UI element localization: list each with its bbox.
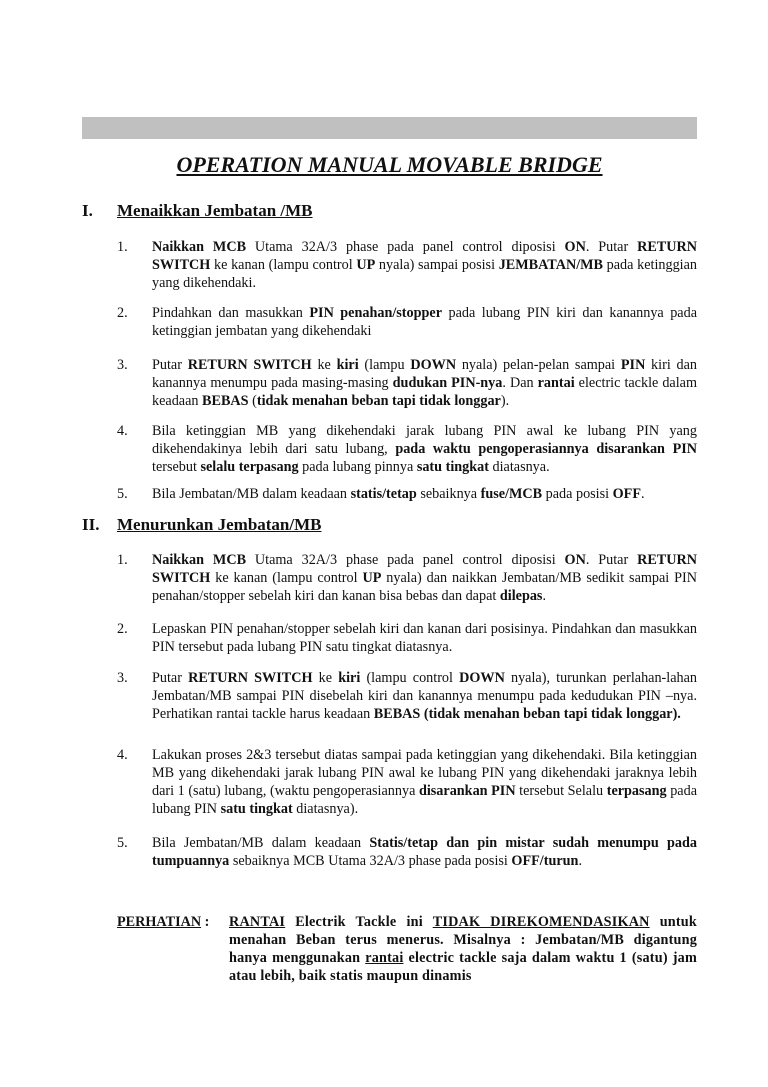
item-text: [152, 834, 697, 870]
bold-text: fuse/MCB: [480, 486, 543, 502]
item-text: [152, 620, 697, 656]
text-run: ke: [312, 670, 339, 686]
section-title: Menaikkan Jembatan /MB: [117, 201, 313, 220]
text-run: Putar: [152, 670, 189, 686]
text-run: .: [641, 486, 645, 502]
text-run: ).: [500, 393, 510, 409]
text-run: untuk menahan Beban terus menerus. Misalnya : Jembatan/MB digantung hanya menggunakan: [229, 914, 697, 966]
text-run: pada lubang PIN: [152, 783, 697, 817]
list-item: [117, 356, 697, 410]
text-run: nyala), turunkan perlahan-lahan Jembatan/MB sampai PIN disebelah kiri dan kanannya menumpu pada kedudukan PIN –nya. Perhatikan rantai tackle harus keadaan: [152, 670, 698, 722]
attention-body: [229, 913, 697, 985]
section-title: Menurunkan Jembatan/MB: [117, 515, 322, 534]
text-run: (lampu: [358, 357, 411, 373]
list-item: [117, 551, 697, 605]
text-run: Lakukan proses 2&3 tersebut diatas sampai pada ketinggian yang dikehendaki. Bila ketinggian MB yang dikehendaki jarak lubang PIN awal ke lubang PIN yang dikehendaki jaraknya lebih dari 1 (satu) lubang, (waktu pengoperasiannya: [152, 747, 697, 799]
page-title: [82, 152, 697, 178]
text-run: ke kanan (lampu control: [210, 257, 357, 273]
list-item: [117, 746, 697, 818]
text-run: Utama 32A/3 phase pada panel control diposisi: [246, 239, 565, 255]
bold-text: tidak menahan beban tapi tidak longgar: [256, 393, 501, 409]
list-item: [117, 422, 697, 476]
item-text: [152, 356, 697, 410]
list-item: [117, 620, 697, 656]
text-run: sebaiknya: [416, 486, 481, 502]
text-run: diatasnya.: [488, 459, 550, 475]
text-run: pada ketinggian yang dikehendaki.: [152, 257, 698, 291]
bold-text: OFF: [612, 486, 642, 502]
text-run: ke kanan (lampu control: [210, 570, 363, 586]
text-run: tersebut Selalu: [515, 783, 607, 799]
bold-text: UP: [362, 570, 382, 586]
bold-text: DOWN: [410, 357, 457, 373]
text-run: nyala) pelan-pelan sampai: [456, 357, 621, 373]
text-run: (: [248, 393, 257, 409]
text-run: electric tackle dalam keadaan: [152, 375, 697, 409]
item-text: [152, 746, 697, 818]
bold-text: RETURN SWITCH: [152, 552, 697, 586]
item-number: 4.: [117, 423, 128, 439]
text-run: Bila Jembatan/MB dalam keadaan: [152, 486, 351, 502]
list-item: [117, 485, 697, 503]
bold-text: JEMBATAN/MB: [498, 257, 603, 273]
text-run: kiri dan kanannya menumpu pada masing-masing: [152, 357, 697, 391]
text-run: pada lubang pinnya: [298, 459, 417, 475]
text-run: (lampu control: [360, 670, 460, 686]
bold-text: ON: [564, 552, 586, 568]
underlined-text: rantai: [365, 950, 404, 966]
bold-text: terpasang: [606, 783, 667, 799]
item-text: [152, 485, 697, 503]
item-text: [152, 551, 697, 605]
list-item: [117, 834, 697, 870]
item-number: 3.: [117, 670, 128, 686]
bold-text: rantai: [537, 375, 575, 391]
bold-text: OFF/turun: [511, 853, 579, 869]
bold-text: statis/tetap: [350, 486, 417, 502]
bold-text: RETURN SWITCH: [152, 239, 697, 273]
item-number: 3.: [117, 357, 128, 373]
list-item: [117, 238, 697, 292]
bold-text: ON: [564, 239, 586, 255]
text-run: pada posisi: [542, 486, 613, 502]
item-number: 4.: [117, 747, 128, 763]
text-run: nyala) sampai posisi: [375, 257, 499, 273]
bold-text: RETURN SWITCH: [187, 357, 312, 373]
item-text: [152, 669, 697, 723]
item-number: 1.: [117, 239, 128, 255]
bold-text: DOWN: [459, 670, 505, 686]
text-run: Bila Jembatan/MB dalam keadaan: [152, 835, 370, 851]
text-run: .: [578, 853, 582, 869]
list-item: [117, 304, 697, 340]
text-run: . Dan: [502, 375, 538, 391]
text-run: . Putar: [585, 552, 638, 568]
bold-text: pada waktu pengoperasiannya disarankan PIN: [395, 441, 697, 457]
text-run: Electrik Tackle ini: [285, 914, 433, 930]
bold-text: disarankan PIN: [418, 783, 516, 799]
bold-text: Naikkan MCB: [152, 239, 247, 255]
text-run: Lepaskan PIN penahan/stopper sebelah kiri dan kanan dari posisinya. Pindahkan dan masukkan PIN tersebut pada lubang PIN satu tingkat diatasnya.: [152, 621, 697, 655]
text-run: diatasnya).: [292, 801, 359, 817]
attention-note: [117, 913, 697, 985]
text-run: Utama 32A/3 phase pada panel control diposisi: [246, 552, 565, 568]
bold-text: PIN penahan/stopper: [309, 305, 442, 321]
underlined-text: RANTAI: [229, 914, 286, 930]
item-text: [152, 422, 697, 476]
text-run: Bila ketinggian MB yang dikehendaki jarak lubang PIN awal ke lubang PIN yang dikehendakinya lebih dari satu lubang,: [152, 423, 697, 457]
bold-text: satu tingkat: [220, 801, 293, 817]
text-run: tersebut: [152, 459, 201, 475]
bold-text: selalu terpasang: [200, 459, 299, 475]
bold-text: RETURN SWITCH: [188, 670, 313, 686]
item-number: 5.: [117, 835, 128, 851]
text-run: electric tackle saja dalam waktu 1 (satu) jam atau lebih, baik statis maupun dinamis: [229, 950, 697, 984]
bold-text: dudukan PIN-nya: [392, 375, 503, 391]
bold-text: kiri: [338, 670, 361, 686]
bold-text: BEBAS: [202, 393, 249, 409]
attention-label-text: PERHATIAN: [117, 914, 202, 930]
text-run: Putar: [152, 357, 188, 373]
text-run: .: [542, 588, 546, 604]
text-run: ke: [311, 357, 337, 373]
text-run: nyala) dan naikkan Jembatan/MB sedikit sampai PIN penahan/stopper sebelah kiri dan kanan bisa bebas dan dapat: [152, 570, 697, 604]
attention-label: [117, 913, 209, 931]
text-run: pada lubang PIN kiri dan kanannya pada ketinggian jembatan yang dikehendaki: [152, 305, 697, 339]
attention-separator: :: [201, 914, 210, 930]
bold-text: UP: [356, 257, 376, 273]
text-run: sebaiknya MCB Utama 32A/3 phase pada posisi: [229, 853, 512, 869]
text-run: . Putar: [585, 239, 638, 255]
item-text: [152, 238, 697, 292]
header-gray-bar: [82, 117, 697, 139]
item-number: 2.: [117, 621, 128, 637]
text-run: Pindahkan dan masukkan: [152, 305, 310, 321]
bold-text: satu tingkat: [416, 459, 489, 475]
bold-text: BEBAS (tidak menahan beban tapi tidak longgar).: [373, 706, 681, 722]
bold-text: PIN: [620, 357, 646, 373]
item-number: 5.: [117, 486, 128, 502]
bold-text: kiri: [336, 357, 359, 373]
page-title-text: OPERATION MANUAL MOVABLE BRIDGE: [176, 152, 603, 177]
item-number: 1.: [117, 552, 128, 568]
underlined-text: TIDAK DIREKOMENDASIKAN: [432, 914, 650, 930]
bold-text: Naikkan MCB: [152, 552, 247, 568]
bold-text: Statis/tetap dan pin mistar sudah menumpu pada tumpuannya: [152, 835, 697, 869]
bold-text: dilepas: [499, 588, 543, 604]
item-number: 2.: [117, 305, 128, 321]
section-number: I.: [82, 201, 93, 220]
item-text: [152, 304, 697, 340]
list-item: [117, 669, 697, 723]
section-number: II.: [82, 515, 100, 534]
